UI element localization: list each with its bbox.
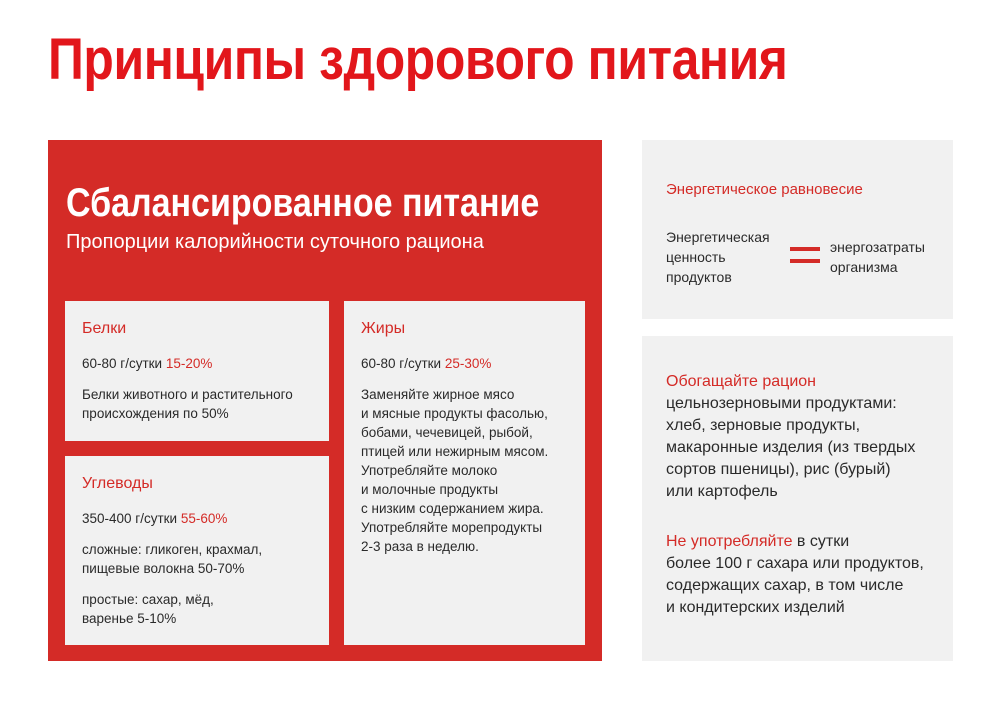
fats-note: Заменяйте жирное мясо и мясные продукты фасолью, бобами, чечевицей, рыбой, птицей или нежирным мясом. Употребляйте молоко и молочные продукты с низким содержанием жира. Употребляйте морепродукты 2-3 раза в неделю. bbox=[361, 387, 549, 554]
fats-amount: 60-80 г/сутки bbox=[361, 356, 442, 371]
avoid-first: в сутки bbox=[792, 533, 850, 550]
protein-amount-line bbox=[82, 354, 212, 373]
avoid-heading: Не употребляйте bbox=[666, 533, 793, 550]
energy-expenditure-label: энергозатраты организма bbox=[830, 239, 925, 275]
fats-card-title: Жиры bbox=[361, 320, 406, 337]
protein-card bbox=[65, 301, 329, 441]
energy-balance-title: Энергетическое равновесие bbox=[666, 181, 863, 198]
protein-note: Белки животного и растительного происхождения по 50% bbox=[82, 387, 293, 421]
carbs-percent: 55-60% bbox=[180, 511, 228, 526]
fats-percent: 25-30% bbox=[444, 356, 492, 371]
energy-intake-label: Энергетическая ценность продуктов bbox=[666, 229, 770, 285]
avoid-text: более 100 г сахара или продуктов, содержащих сахар, в том числе и кондитерских изделий bbox=[666, 555, 924, 616]
carbs-complex-note: сложные: гликоген, крахмал, пищевые волокна 50-70% bbox=[82, 542, 263, 576]
balanced-nutrition-title: Сбалансированное питание bbox=[66, 181, 540, 225]
advice-panel bbox=[642, 336, 953, 661]
fats-card bbox=[344, 301, 585, 645]
page-title: Принципы здорового питания bbox=[48, 27, 788, 92]
avoid-block bbox=[666, 531, 924, 619]
carbs-card bbox=[65, 456, 329, 645]
fats-amount-line bbox=[361, 354, 491, 373]
balanced-nutrition-panel bbox=[48, 140, 602, 661]
carbs-amount-line bbox=[82, 509, 227, 528]
enrich-text: цельнозерновыми продуктами: хлеб, зерновые продукты, макаронные изделия (из твердых сортов пшеницы), рис (бурый) или картофель bbox=[666, 395, 916, 500]
carbs-simple-note: простые: сахар, мёд, варенье 5-10% bbox=[82, 592, 214, 626]
carbs-amount: 350-400 г/сутки bbox=[82, 511, 178, 526]
equals-icon bbox=[790, 247, 820, 271]
enrich-block bbox=[666, 371, 915, 503]
enrich-heading: Обогащайте рацион bbox=[666, 373, 817, 390]
protein-card-title: Белки bbox=[82, 320, 127, 337]
balanced-nutrition-subtitle: Пропорции калорийности суточного рациона bbox=[66, 231, 484, 253]
protein-amount: 60-80 г/сутки bbox=[82, 356, 163, 371]
carbs-card-title: Углеводы bbox=[82, 475, 153, 492]
energy-balance-panel bbox=[642, 140, 953, 319]
protein-percent: 15-20% bbox=[165, 356, 213, 371]
